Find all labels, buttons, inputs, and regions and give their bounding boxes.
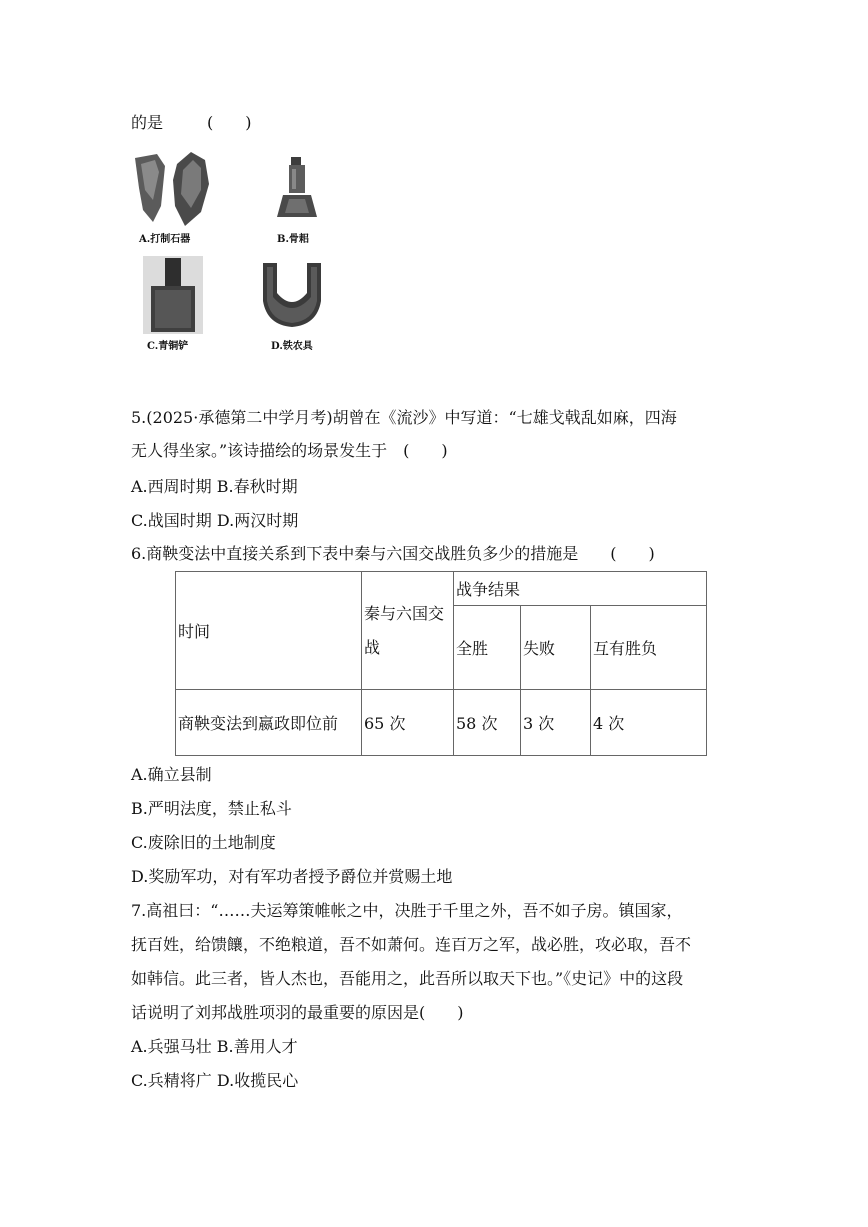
row-period: 商鞅变法到嬴政即位前 <box>176 690 362 756</box>
header-mixed: 互有胜负 <box>591 606 707 690</box>
q5-options-cd: C.战国时期 D.两汉时期 <box>131 511 299 530</box>
q4-stem-end <box>131 113 252 133</box>
row-lose: 3 次 <box>521 690 591 756</box>
option-b-caption: B.骨耜 <box>277 234 309 245</box>
option-a-caption: A.打制石器 <box>139 234 191 245</box>
q7-line-3: 如韩信。此三者，皆人杰也，吾能用之，此吾所以取天下也。”《史记》中的这段 <box>131 969 684 988</box>
battle-results-table <box>175 571 707 756</box>
row-total: 65 次 <box>362 690 454 756</box>
q7-line-4: 话说明了刘邦战胜项羽的最重要的原因是( ) <box>131 1003 464 1022</box>
header-win: 全胜 <box>454 606 521 690</box>
q7-options-cd: C.兵精将广 D.收揽民心 <box>131 1071 299 1090</box>
header-total-line-2: 战 <box>364 637 381 657</box>
option-d-caption: D.铁农具 <box>271 341 313 352</box>
q6-stem-line <box>131 544 655 564</box>
q6-option-b: B.严明法度，禁止私斗 <box>131 799 292 818</box>
stone-tools-photo <box>131 150 215 228</box>
bone-spade-photo <box>277 155 319 221</box>
q7-line-2: 抚百姓，给馈饟，不绝粮道，吾不如萧何。连百万之军，战必胜，攻必取，吾不 <box>131 935 692 954</box>
header-total-line-1: 秦与六国交 <box>364 603 445 623</box>
option-c-caption: C.青铜铲 <box>147 341 189 352</box>
q5-options-ab: A.西周时期 B.春秋时期 <box>131 477 298 496</box>
q4-stem-text: 的是 <box>131 113 164 132</box>
row-mixed: 4 次 <box>591 690 707 756</box>
q4-answer-blank: ( ) <box>207 113 252 132</box>
q6-option-a: A.确立县制 <box>131 765 212 784</box>
q6-stem-text: 6.商鞅变法中直接关系到下表中秦与六国交战胜负多少的措施是 <box>131 544 579 563</box>
iron-tool-photo <box>259 259 325 329</box>
header-total-battles <box>362 572 454 690</box>
q7-options-ab: A.兵强马壮 B.善用人才 <box>131 1037 298 1056</box>
bronze-spade-photo <box>143 256 203 334</box>
q5-line-1: 5.(2025·承德第二中学月考)胡曾在《流沙》中写道：“七雄戈戟乱如麻，四海 <box>131 408 677 427</box>
row-win: 58 次 <box>454 690 521 756</box>
q7-line-1: 7.高祖曰：“……夫运筹策帷帐之中，决胜于千里之外，吾不如子房。镇国家， <box>131 901 683 920</box>
header-lose: 失败 <box>521 606 591 690</box>
q6-option-d: D.奖励军功，对有军功者授予爵位并赏赐土地 <box>131 867 453 886</box>
q6-answer-blank: ( ) <box>610 544 655 563</box>
header-war-results: 战争结果 <box>454 572 707 606</box>
q6-option-c: C.废除旧的土地制度 <box>131 833 276 852</box>
q5-line-2: 无人得坐家。”该诗描绘的场景发生于 ( ) <box>131 441 448 460</box>
header-time: 时间 <box>176 572 362 690</box>
